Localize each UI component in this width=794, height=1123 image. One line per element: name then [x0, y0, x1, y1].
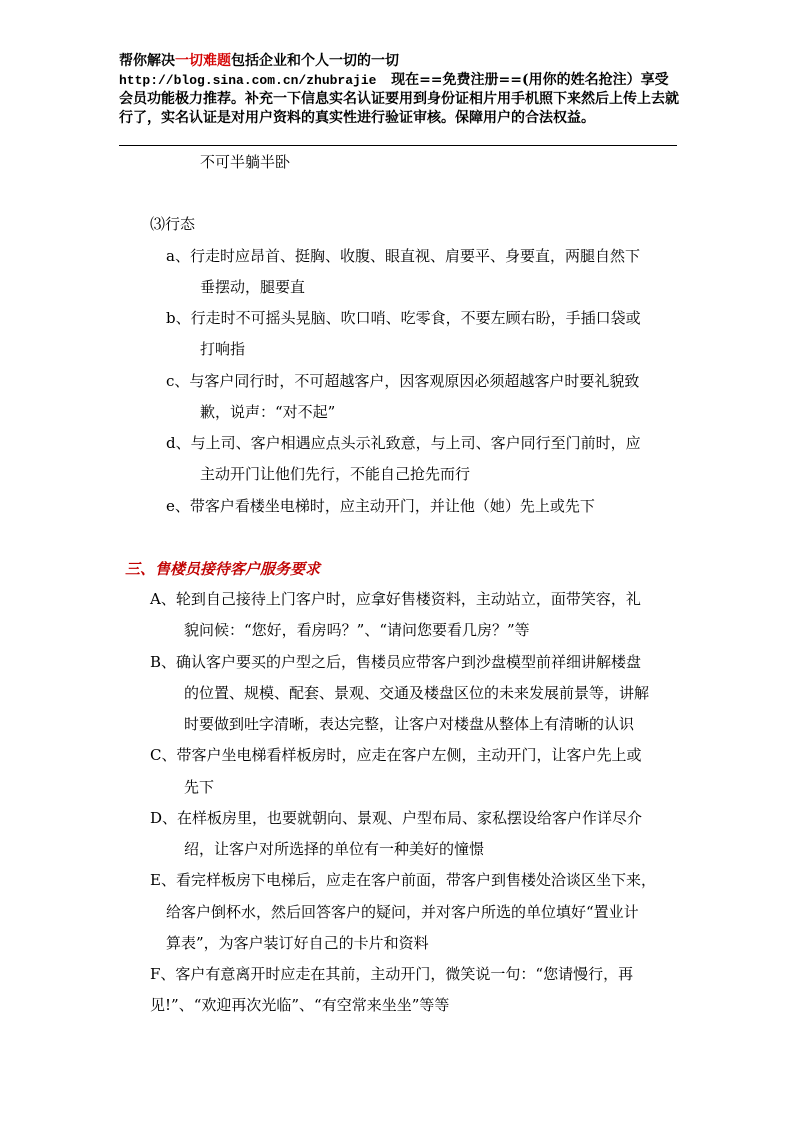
- header-text-mid: 包括企业和个人一切的一切: [231, 53, 399, 69]
- subheading-walking: ⑶行态: [150, 215, 196, 233]
- list-item-C-cont: 先下: [184, 778, 215, 796]
- list-item-a-cont: 垂摆动，腿要直: [200, 278, 306, 296]
- list-item-B: B、确认客户要买的户型之后，售楼员应带客户到沙盘模型前祥细讲解楼盘: [150, 653, 642, 671]
- list-item-D: D、在样板房里，也要就朝向、景观、户型布局、家私摆设给客户作详尽介: [150, 809, 643, 827]
- list-item-c-cont: 歉，说声：“对不起”: [200, 403, 336, 421]
- list-item-E: E、看完样板房下电梯后，应走在客户前面，带客户到售楼处洽谈区坐下来，: [150, 871, 656, 889]
- list-item-E-cont: 给客户倒杯水，然后回答客户的疑问，并对客户所选的单位填好“置业计: [166, 903, 639, 921]
- list-item-F-cont: 见!”、“欢迎再次光临”、“有空常来坐坐”等等: [150, 996, 450, 1014]
- list-item-c: c、与客户同行时，不可超越客户，因客观原因必须超越客户时要礼貌致: [166, 372, 640, 390]
- list-item-e: e、带客户看楼坐电梯时，应主动开门，并让他（她）先上或先下: [166, 497, 595, 515]
- list-item-B-cont2: 时要做到吐字清晰，表达完整，让客户对楼盘从整体上有清晰的认识: [184, 715, 635, 733]
- page-header-banner: [119, 52, 679, 128]
- list-item-d: d、与上司、客户相遇应点头示礼致意，与上司、客户同行至门前时，应: [166, 434, 641, 452]
- list-item-A: A、轮到自己接待上门客户时，应拿好售楼资料，主动站立，面带笑容，礼: [150, 590, 641, 608]
- header-text-lead: 帮你解决: [119, 53, 175, 69]
- section-title: 三、售楼员接待客户服务要求: [125, 560, 321, 578]
- header-blog-link[interactable]: http://blog.sina.com.cn/zhubrajie: [119, 73, 377, 88]
- list-item-E-cont2: 算表”，为客户装订好自己的卡片和资料: [166, 934, 429, 952]
- list-item-a: a、行走时应昂首、挺胸、收腹、眼直视、肩要平、身要直，两腿自然下: [166, 247, 640, 265]
- list-item-b: b、行走时不可摇头晃脑、吹口哨、吃零食，不要左顾右盼，手插口袋或: [166, 309, 641, 327]
- header-divider: [119, 145, 677, 146]
- text-line: 不可半躺半卧: [200, 153, 291, 171]
- list-item-d-cont: 主动开门让他们先行，不能自己抢先而行: [200, 465, 471, 483]
- list-item-C: C、带客户坐电梯看样板房时，应走在客户左侧，主动开门，让客户先上或: [150, 746, 642, 764]
- header-highlight: 一切难题: [175, 53, 231, 69]
- list-item-B-cont: 的位置、规模、配套、景观、交通及楼盘区位的未来发展前景等，讲解: [184, 684, 650, 702]
- list-item-D-cont: 绍，让客户对所选择的单位有一种美好的憧憬: [184, 840, 485, 858]
- header-text-tail: 现在==免费注册==(用你的姓名抢注）享受会员功能极力推荐。补充一下信息实名认证要用到身份证相片用手机照下来然后上传上去就行了，实名认证是对用户资料的真实性进行验证审核。保障用户的合法权益。: [119, 72, 679, 126]
- list-item-A-cont: 貌问候：“您好，看房吗？”、“请问您要看几房？”等: [184, 621, 530, 639]
- list-item-b-cont: 打响指: [200, 340, 246, 358]
- list-item-F: F、客户有意离开时应走在其前，主动开门，微笑说一句：“您请慢行，再: [150, 965, 634, 983]
